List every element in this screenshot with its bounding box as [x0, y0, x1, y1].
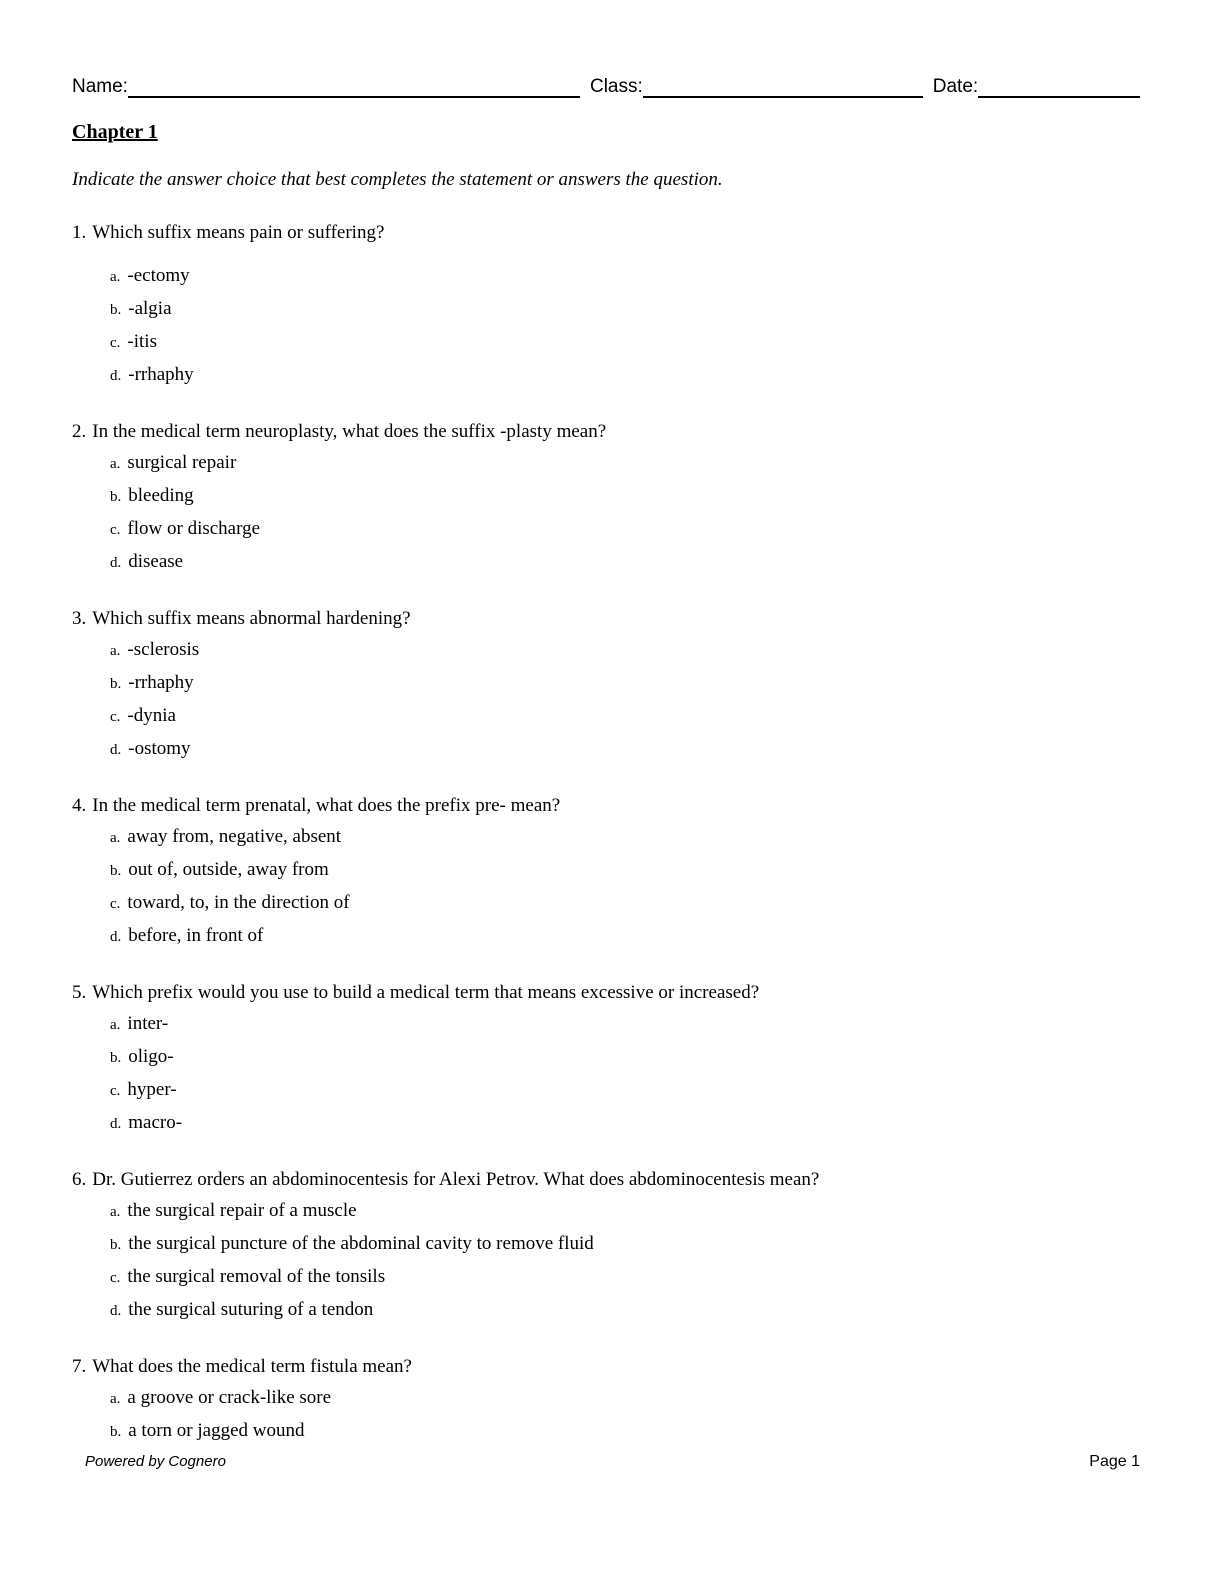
options-list — [72, 259, 1140, 391]
class-blank-line — [643, 76, 923, 98]
option-text: oligo- — [128, 1046, 174, 1067]
option-letter: c. — [110, 896, 121, 912]
date-label: Date: — [932, 76, 979, 97]
option-letter: b. — [110, 863, 122, 879]
question-2 — [72, 420, 1140, 578]
answer-option — [110, 853, 1140, 886]
question-text: Dr. Gutierrez orders an abdominocentesis for Alexi Petrov. What does abdominocentesis mean? — [92, 1169, 820, 1190]
page-number: Page 1 — [1089, 1453, 1140, 1470]
question-line — [72, 420, 1140, 444]
answer-option — [110, 446, 1140, 479]
answer-option — [110, 1194, 1140, 1227]
answer-option — [110, 666, 1140, 699]
option-letter: a. — [110, 456, 121, 472]
option-letter: c. — [110, 522, 121, 538]
options-list — [72, 1007, 1140, 1139]
option-text: -ectomy — [127, 265, 190, 286]
question-text: In the medical term neuroplasty, what does the suffix -plasty mean? — [92, 421, 607, 442]
answer-option — [110, 259, 1140, 292]
option-letter: d. — [110, 1116, 122, 1132]
option-letter: d. — [110, 368, 122, 384]
question-number: 3. — [72, 608, 87, 629]
class-label: Class: — [589, 76, 643, 97]
question-number: 4. — [72, 795, 87, 816]
answer-option — [110, 732, 1140, 765]
option-text: macro- — [128, 1112, 183, 1133]
option-letter: d. — [110, 1303, 122, 1319]
answer-option — [110, 1414, 1140, 1447]
question-1 — [72, 221, 1140, 391]
answer-option — [110, 699, 1140, 732]
chapter-title: Chapter 1 — [72, 121, 158, 143]
powered-by-text: Powered by Cognero — [85, 1453, 226, 1470]
question-text: Which suffix means pain or suffering? — [92, 222, 385, 243]
option-text: the surgical suturing of a tendon — [128, 1299, 374, 1320]
option-text: a torn or jagged wound — [128, 1420, 305, 1441]
question-7 — [72, 1355, 1140, 1447]
question-number: 1. — [72, 222, 87, 243]
option-letter: b. — [110, 676, 122, 692]
question-line — [72, 981, 1140, 1005]
option-letter: a. — [110, 830, 121, 846]
option-letter: b. — [110, 302, 122, 318]
question-number: 6. — [72, 1169, 87, 1190]
name-label: Name: — [72, 76, 128, 97]
option-letter: d. — [110, 929, 122, 945]
option-letter: a. — [110, 1204, 121, 1220]
option-text: the surgical puncture of the abdominal cavity to remove fluid — [128, 1233, 594, 1254]
option-text: before, in front of — [128, 925, 264, 946]
question-text: Which suffix means abnormal hardening? — [92, 608, 411, 629]
answer-option — [110, 512, 1140, 545]
options-list — [72, 1194, 1140, 1326]
question-line — [72, 607, 1140, 631]
question-4 — [72, 794, 1140, 952]
option-letter: b. — [110, 1050, 122, 1066]
option-letter: a. — [110, 643, 121, 659]
answer-option — [110, 1040, 1140, 1073]
answer-option — [110, 479, 1140, 512]
option-text: -dynia — [127, 705, 176, 726]
option-letter: d. — [110, 742, 122, 758]
options-list — [72, 820, 1140, 952]
answer-option — [110, 358, 1140, 391]
option-letter: d. — [110, 555, 122, 571]
option-letter: a. — [110, 1391, 121, 1407]
option-text: flow or discharge — [127, 518, 261, 539]
option-text: -algia — [128, 298, 172, 319]
option-letter: c. — [110, 709, 121, 725]
answer-option — [110, 633, 1140, 666]
question-text: In the medical term prenatal, what does the prefix pre- mean? — [92, 795, 561, 816]
answer-option — [110, 1260, 1140, 1293]
option-text: away from, negative, absent — [127, 826, 342, 847]
question-number: 7. — [72, 1356, 87, 1377]
answer-option — [110, 886, 1140, 919]
option-text: the surgical repair of a muscle — [127, 1200, 357, 1221]
options-list — [72, 1381, 1140, 1447]
option-text: hyper- — [127, 1079, 177, 1100]
option-letter: c. — [110, 1083, 121, 1099]
option-letter: a. — [110, 1017, 121, 1033]
option-text: -rrhaphy — [128, 672, 194, 693]
question-line — [72, 794, 1140, 818]
question-5 — [72, 981, 1140, 1139]
option-text: a groove or crack-like sore — [127, 1387, 332, 1408]
question-line — [72, 221, 1140, 245]
option-text: toward, to, in the direction of — [127, 892, 350, 913]
option-text: -sclerosis — [127, 639, 200, 660]
option-text: -ostomy — [128, 738, 191, 759]
answer-option — [110, 325, 1140, 358]
answer-option — [110, 919, 1140, 952]
option-letter: b. — [110, 1424, 122, 1440]
option-text: bleeding — [128, 485, 194, 506]
answer-option — [110, 1106, 1140, 1139]
option-text: -rrhaphy — [128, 364, 194, 385]
question-6 — [72, 1168, 1140, 1326]
answer-option — [110, 1227, 1140, 1260]
option-text: out of, outside, away from — [128, 859, 329, 880]
header — [72, 74, 1140, 98]
option-letter: c. — [110, 1270, 121, 1286]
date-blank-line — [978, 76, 1140, 98]
option-letter: a. — [110, 269, 121, 285]
option-text: disease — [128, 551, 184, 572]
question-text: What does the medical term fistula mean? — [92, 1356, 412, 1377]
question-number: 5. — [72, 982, 87, 1003]
answer-option — [110, 820, 1140, 853]
option-letter: b. — [110, 489, 122, 505]
question-3 — [72, 607, 1140, 765]
option-text: the surgical removal of the tonsils — [127, 1266, 386, 1287]
question-number: 2. — [72, 421, 87, 442]
option-letter: c. — [110, 335, 121, 351]
page-footer — [85, 1453, 1140, 1471]
answer-option — [110, 292, 1140, 325]
question-text: Which prefix would you use to build a medical term that means excessive or increased? — [92, 982, 760, 1003]
options-list — [72, 446, 1140, 578]
question-line — [72, 1168, 1140, 1192]
question-line — [72, 1355, 1140, 1379]
option-text: -itis — [127, 331, 157, 352]
answer-option — [110, 1073, 1140, 1106]
option-text: surgical repair — [127, 452, 237, 473]
answer-option — [110, 545, 1140, 578]
options-list — [72, 633, 1140, 765]
answer-option — [110, 1381, 1140, 1414]
option-text: inter- — [127, 1013, 169, 1034]
option-letter: b. — [110, 1237, 122, 1253]
answer-option — [110, 1293, 1140, 1326]
name-blank-line — [128, 76, 580, 98]
answer-option — [110, 1007, 1140, 1040]
instruction-text: Indicate the answer choice that best completes the statement or answers the question. — [72, 169, 723, 190]
